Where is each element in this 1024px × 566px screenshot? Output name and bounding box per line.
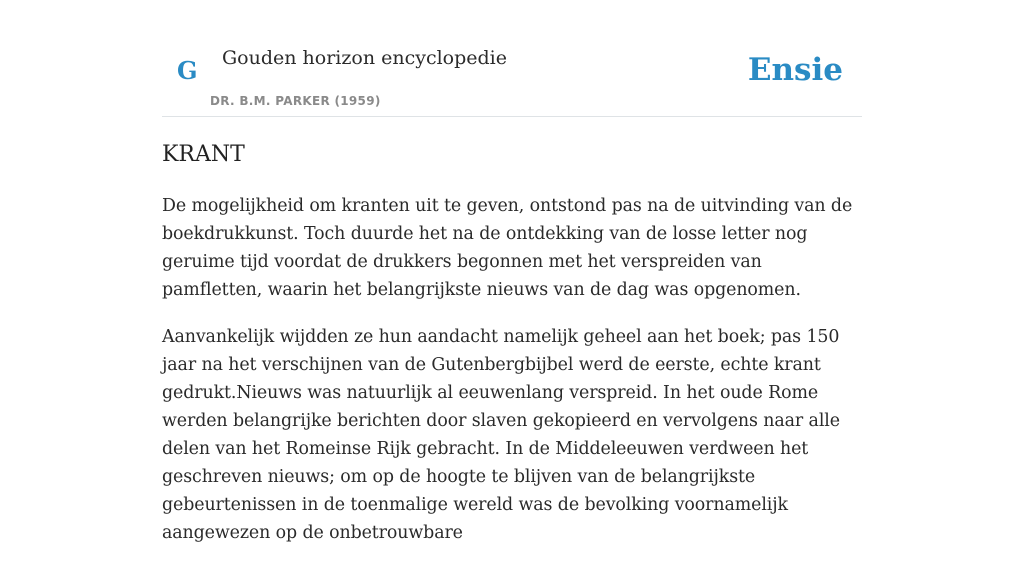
article-title: KRANT — [162, 142, 245, 167]
book-title-link[interactable]: Gouden horizon encyclopedie — [222, 47, 507, 69]
article-paragraph: Aanvankelijk wijdden ze hun aandacht namelijk geheel aan het boek; pas 150 jaar na het verschijnen van de Gutenbergbijbel werd de eerste, echte krant gedrukt.Nieuws was natuurlijk al eeuwenlang verspreid. In het oude Rome werden belangrijke berichten door slaven gekopieerd en vervolgens naar alle delen van het Romeinse Rijk gebracht. In de Middeleeuwen verdween het geschreven nieuws; om op de hoogte te blijven van de belangrijkste gebeurtenissen in de toenmalige wereld was de bevolking voornamelijk aangewezen op de onbetrouwbare — [162, 327, 840, 543]
header — [162, 0, 862, 117]
book-logo-icon[interactable]: G — [177, 56, 198, 85]
book-author: DR. B.M. PARKER (1959) — [210, 94, 381, 108]
brand-logo-link[interactable]: Ensie — [747, 52, 843, 88]
article-body — [162, 192, 867, 566]
article-paragraph: De mogelijkheid om kranten uit te geven, ontstond pas na de uitvinding van de boekdrukkunst. Toch duurde het na de ontdekking van de losse letter nog geruime tijd voordat de drukkers begonnen met het verspreiden van pamfletten, waarin het belangrijkste nieuws van de dag was opgenomen. — [162, 196, 853, 300]
